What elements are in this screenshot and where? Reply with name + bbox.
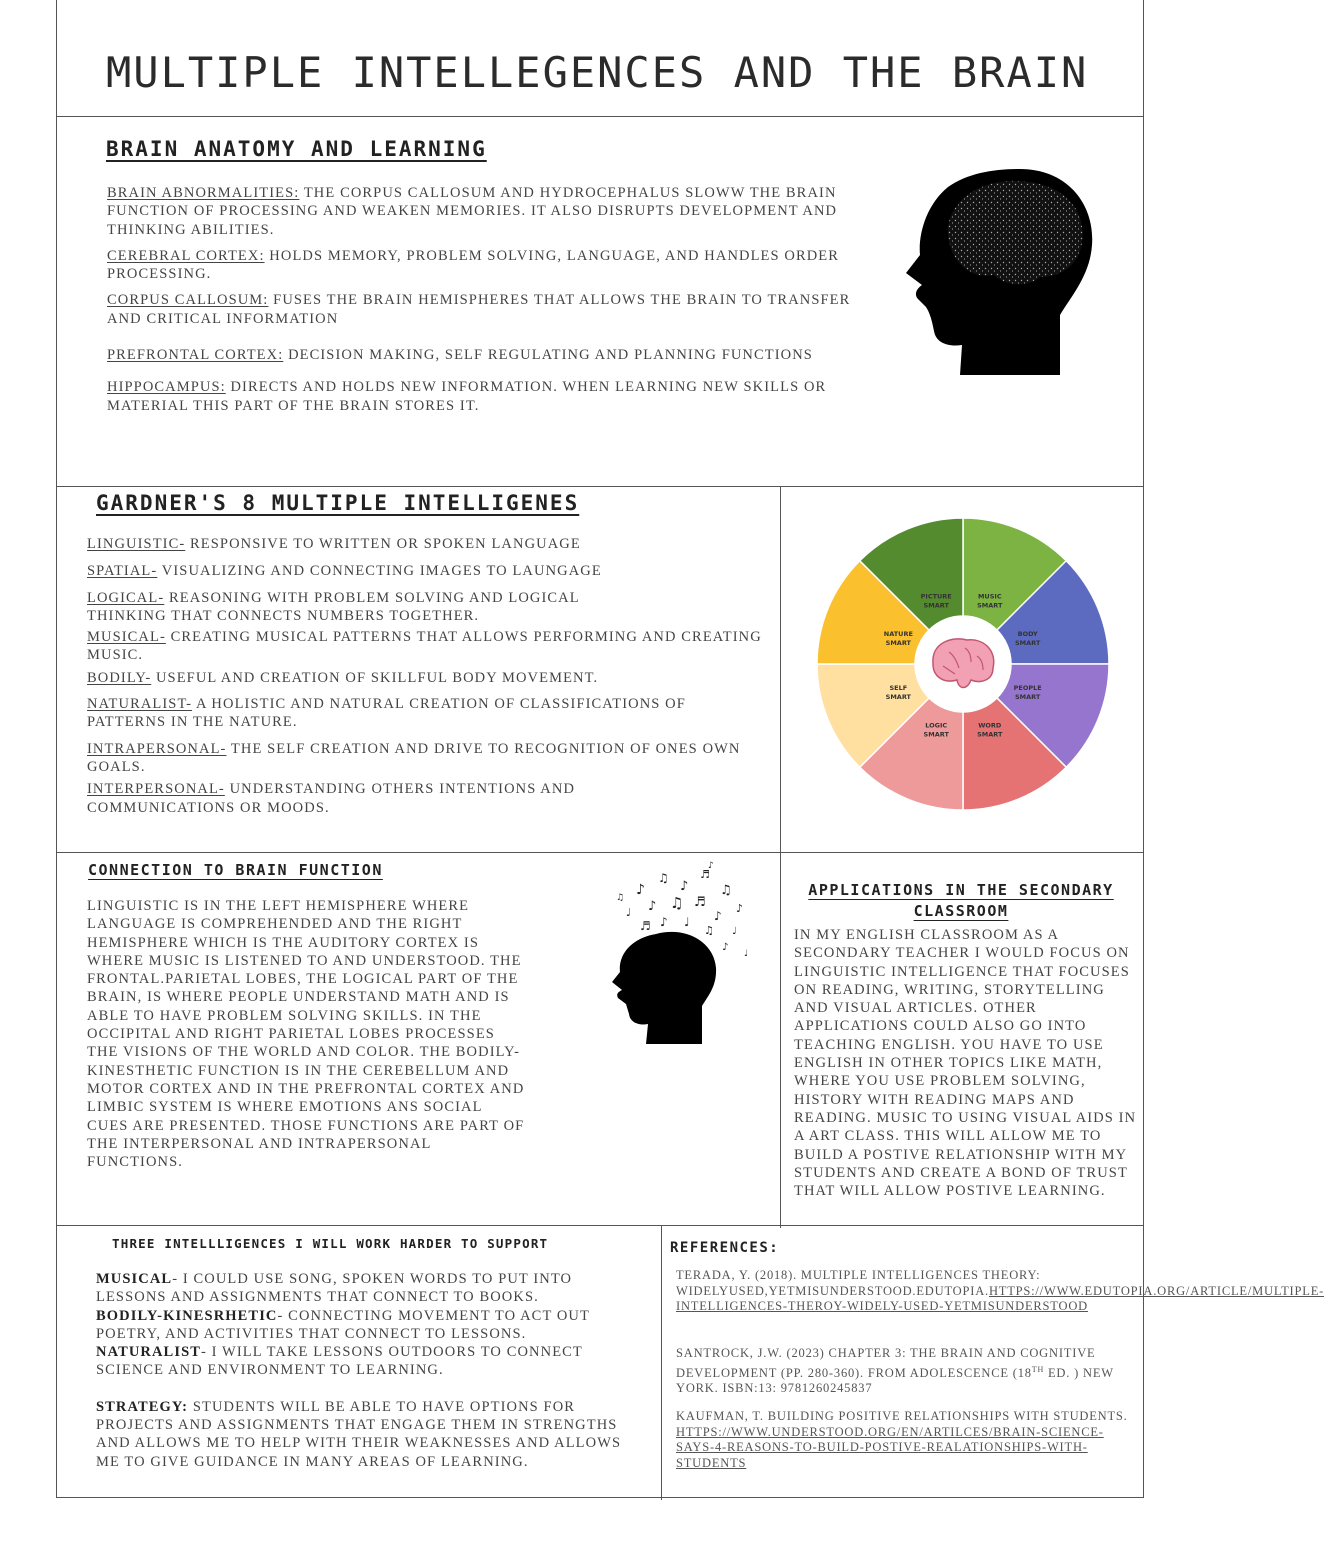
- reference-text: TERADA, Y. (2018). MULTIPLE INTELLIGENCES THEORY: WIDELYUSED,YETMISUNDERSTOOD.EDUTOPIA.: [676, 1268, 1041, 1298]
- intelligence-desc: THE SELF CREATION AND DRIVE TO RECOGNITION OF ONES OWN GOALS.: [87, 740, 741, 775]
- connection-heading: CONNECTION TO BRAIN FUNCTION: [88, 861, 383, 879]
- applications-text: IN MY ENGLISH CLASSROOM AS A SECONDARY TEACHER I WOULD FOCUS ON LINGUISTIC INTELLIGENCE THAT FOCUSES ON READING, WRITING, STORYTELLING AND VISUAL ARTICLES. OTHER APPLICATIONS COULD ALSO GO INTO TEACHING ENGLISH. YOU HAVE TO USE ENGLISH IN OTHER TOPICS LIKE MATH, WHERE YOU USE PROBLEM SOLVING, HISTORY WITH READING MAPS AND READING. MUSIC TO USING VISUAL AIDS IN A ART CLASS. THIS WILL ALLOW ME TO BUILD A POSTIVE RELATIONSHIP WITH MY STUDENTS AND CREATE A BOND OF TRUST THAT WILL ALLOW POSTIVE LEARNING.: [794, 927, 1137, 1200]
- anatomy-desc: HOLDS MEMORY, PROBLEM SOLVING, LANGUAGE, AND HANDLES ORDER PROCESSING.: [107, 247, 840, 283]
- wheel-label: SMART: [977, 601, 1003, 610]
- support-term: NATURALIST: [96, 1344, 202, 1361]
- wheel-label: SMART: [1015, 692, 1041, 701]
- references-divider: [661, 1225, 662, 1500]
- anatomy-desc: DECISION MAKING, SELF REGULATING AND PLANNING FUNCTIONS: [283, 347, 813, 364]
- three-heading: THREE INTELLLIGENCES I WILL WORK HARDER TO SUPPORT: [112, 1236, 549, 1251]
- support-desc: - CONNECTING MOVEMENT TO ACT OUT POETRY, AND ACTIVITIES THAT CONNECT TO LESSONS.: [96, 1307, 590, 1342]
- intelligence-desc: UNDERSTANDING OTHERS INTENTIONS AND COMMUNICATIONS OR MOODS.: [87, 781, 576, 816]
- wheel-label: PICTURE: [920, 592, 952, 601]
- intelligence-item: [87, 628, 767, 665]
- gardner-list: [87, 535, 767, 817]
- svg-text:♫: ♫: [670, 894, 684, 912]
- intelligence-item: [87, 740, 767, 777]
- anatomy-item: [107, 378, 877, 415]
- wheel-label: SELF: [889, 683, 908, 692]
- page-border-right: [1143, 0, 1144, 1498]
- anatomy-list: [107, 184, 877, 415]
- svg-text:♫: ♫: [720, 883, 732, 898]
- intelligence-term: LOGICAL-: [87, 589, 165, 606]
- anatomy-term: PREFRONTAL CORTEX:: [107, 347, 284, 364]
- anatomy-desc: FUSES THE BRAIN HEMISPHERES THAT ALLOWS THE BRAIN TO TRANSFER AND CRITICAL INFORMATION: [107, 292, 851, 327]
- anatomy-term: CORPUS CALLOSUM:: [107, 292, 269, 309]
- intelligence-term: LINGUISTIC-: [87, 536, 186, 552]
- support-item: [96, 1343, 641, 1380]
- svg-text:♪: ♪: [714, 909, 722, 923]
- intelligence-wheel: [815, 516, 1111, 812]
- anatomy-desc: THE CORPUS CALLOSUM AND HYDROCEPHALUS SLOWW THE BRAIN FUNCTION OF PROCESSING AND WEAKEN MEMORIES. IT ALSO DISRUPTS DEVELOPMENT AND THINKING ABILITIES.: [107, 185, 838, 238]
- anatomy-item: [107, 346, 877, 364]
- intelligence-desc: CREATING MUSICAL PATTERNS THAT ALLOWS PERFORMING AND CREATING MUSIC.: [87, 629, 762, 664]
- intelligence-desc: REASONING WITH PROBLEM SOLVING AND LOGICAL THINKING THAT CONNECTS NUMBERS TOGETHER.: [87, 589, 580, 624]
- svg-text:♫: ♫: [658, 871, 669, 885]
- anatomy-heading: BRAIN ANATOMY AND LEARNING: [106, 137, 487, 161]
- head-silhouette: [612, 932, 716, 1044]
- intelligence-item: [87, 562, 767, 580]
- wheel-label: SMART: [977, 730, 1003, 739]
- gardner-divider: [780, 486, 781, 1228]
- three-list: [96, 1270, 641, 1471]
- svg-text:♩: ♩: [626, 906, 632, 919]
- svg-text:♩: ♩: [732, 926, 737, 937]
- wheel-label: WORD: [978, 721, 1002, 730]
- anatomy-item: [107, 247, 877, 284]
- anatomy-term: BRAIN ABNORMALITIES:: [107, 185, 300, 201]
- anatomy-term: HIPPOCAMPUS:: [107, 379, 226, 396]
- intelligence-desc: A HOLISTIC AND NATURAL CREATION OF CLASSIFICATIONS OF PATTERNS IN THE NATURE.: [87, 696, 686, 731]
- wheel-label: SMART: [923, 730, 949, 739]
- support-term: MUSICAL: [96, 1271, 173, 1287]
- wheel-label: NATURE: [883, 630, 913, 639]
- svg-text:♬: ♬: [694, 895, 706, 910]
- svg-text:♪: ♪: [680, 879, 689, 894]
- support-desc: - I COULD USE SONG, SPOKEN WORDS TO PUT INTO LESSONS AND ASSIGNMENTS THAT CONNECT TO BOOKS.: [96, 1271, 573, 1306]
- svg-text:♪: ♪: [722, 942, 729, 953]
- wheel-label: LOGIC: [925, 721, 948, 730]
- wheel-label: PEOPLE: [1013, 683, 1042, 692]
- connection-bottom-divider: [56, 1225, 1144, 1226]
- intelligence-desc: USEFUL AND CREATION OF SKILLFUL BODY MOVEMENT.: [151, 669, 599, 686]
- anatomy-desc: DIRECTS AND HOLDS NEW INFORMATION. WHEN LEARNING NEW SKILLS OR MATERIAL THIS PART OF THE BRAIN STORES IT.: [107, 379, 827, 414]
- intelligence-desc: RESPONSIVE TO WRITTEN OR SPOKEN LANGUAGE: [185, 536, 581, 552]
- intelligence-item: [87, 695, 767, 732]
- page-title: MULTIPLE INTELLEGENCES AND THE BRAIN: [106, 48, 1089, 97]
- anatomy-item: [107, 291, 877, 328]
- intelligence-term: BODILY-: [87, 669, 152, 686]
- intelligence-term: MUSICAL-: [87, 629, 166, 646]
- title-divider: [56, 116, 1144, 117]
- anatomy-term: CEREBRAL CORTEX:: [107, 247, 265, 264]
- intelligence-term: NATURALIST-: [87, 696, 193, 713]
- intelligence-term: SPATIAL-: [87, 563, 158, 580]
- intelligence-desc: VISUALIZING AND CONNECTING IMAGES TO LAUNGAGE: [157, 563, 602, 580]
- reference-link[interactable]: HTTPS://WWW.UNDERSTOOD.ORG/EN/ARTILCES/BRAIN-SCIENCE-SAYS-4-REASONS-TO-BUILD-POSTIVE-REALATIONSHIPS-WITH-STUDENTS: [676, 1424, 1104, 1470]
- gardner-bottom-divider: [56, 852, 1144, 853]
- applications-heading-line2: CLASSROOM: [913, 902, 1009, 920]
- reference-item: [676, 1268, 1324, 1315]
- svg-text:♪: ♪: [648, 899, 657, 914]
- page-border-bottom: [56, 1497, 1144, 1498]
- reference-item: [676, 1409, 1131, 1471]
- wheel-label: SMART: [885, 639, 911, 648]
- reference-text: SANTROCK, J.W. (2023) CHAPTER 3: THE BRAIN AND COGNITIVE DEVELOPMENT (PP. 280-360). FROM ADOLESCENCE (18: [676, 1346, 1096, 1380]
- wheel-label: MUSIC: [977, 592, 1002, 601]
- svg-text:♪: ♪: [736, 902, 744, 915]
- strategy-paragraph: [96, 1398, 641, 1471]
- wheel-label: BODY: [1017, 630, 1038, 639]
- applications-heading: [796, 880, 1126, 922]
- page-border-left: [56, 0, 57, 1498]
- intelligence-item: [87, 780, 647, 817]
- support-desc: - I WILL TAKE LESSONS OUTDOORS TO CONNECT SCIENCE AND ENVIRONMENT TO LEARNING.: [96, 1344, 583, 1379]
- svg-text:♬: ♬: [640, 919, 651, 933]
- svg-text:♩: ♩: [744, 949, 749, 959]
- strategy-desc: STUDENTS WILL BE ABLE TO HAVE OPTIONS FOR PROJECTS AND ASSIGNMENTS THAT ENGAGE THEM IN STRENGTHS AND ALLOWS ME TO HELP WITH THEIR WEAKNESSES AND ALLOWS ME TO GIVE GUIDANCE IN MANY AREAS OF LEARNING.: [96, 1398, 622, 1470]
- svg-text:♩: ♩: [684, 915, 690, 929]
- svg-text:♫: ♫: [704, 924, 714, 937]
- gardner-heading: GARDNER'S 8 MULTIPLE INTELLIGENES: [96, 491, 580, 515]
- wheel-label: SMART: [923, 601, 949, 610]
- svg-text:♫: ♫: [616, 893, 625, 903]
- support-item: [96, 1270, 641, 1307]
- brain-shape: [948, 181, 1083, 285]
- reference-item: [676, 1346, 1131, 1397]
- intelligence-term: INTRAPERSONAL-: [87, 740, 227, 757]
- intelligence-item: [87, 589, 647, 626]
- connection-text: LINGUISTIC IS IN THE LEFT HEMISPHERE WHERE LANGUAGE IS COMPREHENDED AND THE RIGHT HEMISPHERE WHICH IS THE AUDITORY CORTEX IS WHERE MUSIC IS LISTENED TO AND UNDERSTOOD. THE FRONTAL.PARIETAL LOBES, THE LOGICAL PART OF THE BRAIN, IS WHERE PEOPLE UNDERSTAND MATH AND IS ABLE TO HAVE PROBLEM SOLVING SKILLS. IN THE OCCIPITAL AND RIGHT PARIETAL LOBES PROCESSES THE VISIONS OF THE WORLD AND COLOR. THE BODILY-KINESTHETIC FUNCTION IS IN THE CEREBELLUM AND MOTOR CORTEX AND IN THE PREFRONTAL CORTEX AND LIMBIC SYSTEM IS WHERE EMOTIONS ANS SOCIAL CUES ARE PRESENTED. THOSE FUNCTIONS ARE PART OF THE INTERPERSONAL AND INTRAPERSONAL FUNCTIONS.: [87, 898, 525, 1171]
- svg-text:♬: ♬: [700, 868, 710, 881]
- applications-heading-line1: APPLICATIONS IN THE SECONDARY: [808, 881, 1114, 899]
- anatomy-item: [107, 184, 877, 239]
- svg-text:♪: ♪: [660, 915, 668, 929]
- support-term: BODILY-KINESRHETIC: [96, 1307, 278, 1324]
- strategy-term: STRATEGY:: [96, 1398, 189, 1415]
- reference-text: KAUFMAN, T. BUILDING POSITIVE RELATIONSHIPS WITH STUDENTS.: [676, 1409, 1128, 1423]
- support-item: [96, 1307, 641, 1344]
- reference-text: ED. ) NEW YORK. ISBN:13: 9781260245837: [676, 1365, 1114, 1396]
- reference-superscript: TH: [1031, 1364, 1045, 1374]
- head-brain-illustration: [900, 165, 1100, 377]
- svg-text:♪: ♪: [708, 861, 714, 871]
- references-heading: REFERENCES:: [670, 1240, 780, 1256]
- wheel-label: SMART: [885, 692, 911, 701]
- wheel-label: SMART: [1015, 639, 1041, 648]
- intelligence-item: [87, 535, 767, 553]
- reference-link[interactable]: HTTPS://WWW.EDUTOPIA.ORG/ARTICLE/MULTIPLE- INTELLIGENCES-THEROY-WIDELY-USED-YETMISUNDERSTOOD: [676, 1283, 1324, 1314]
- anatomy-divider: [56, 486, 1144, 487]
- intelligence-term: INTERPERSONAL-: [87, 781, 225, 798]
- svg-text:♪: ♪: [636, 882, 645, 898]
- head-notes-illustration: [596, 861, 756, 1046]
- intelligence-item: [87, 669, 767, 687]
